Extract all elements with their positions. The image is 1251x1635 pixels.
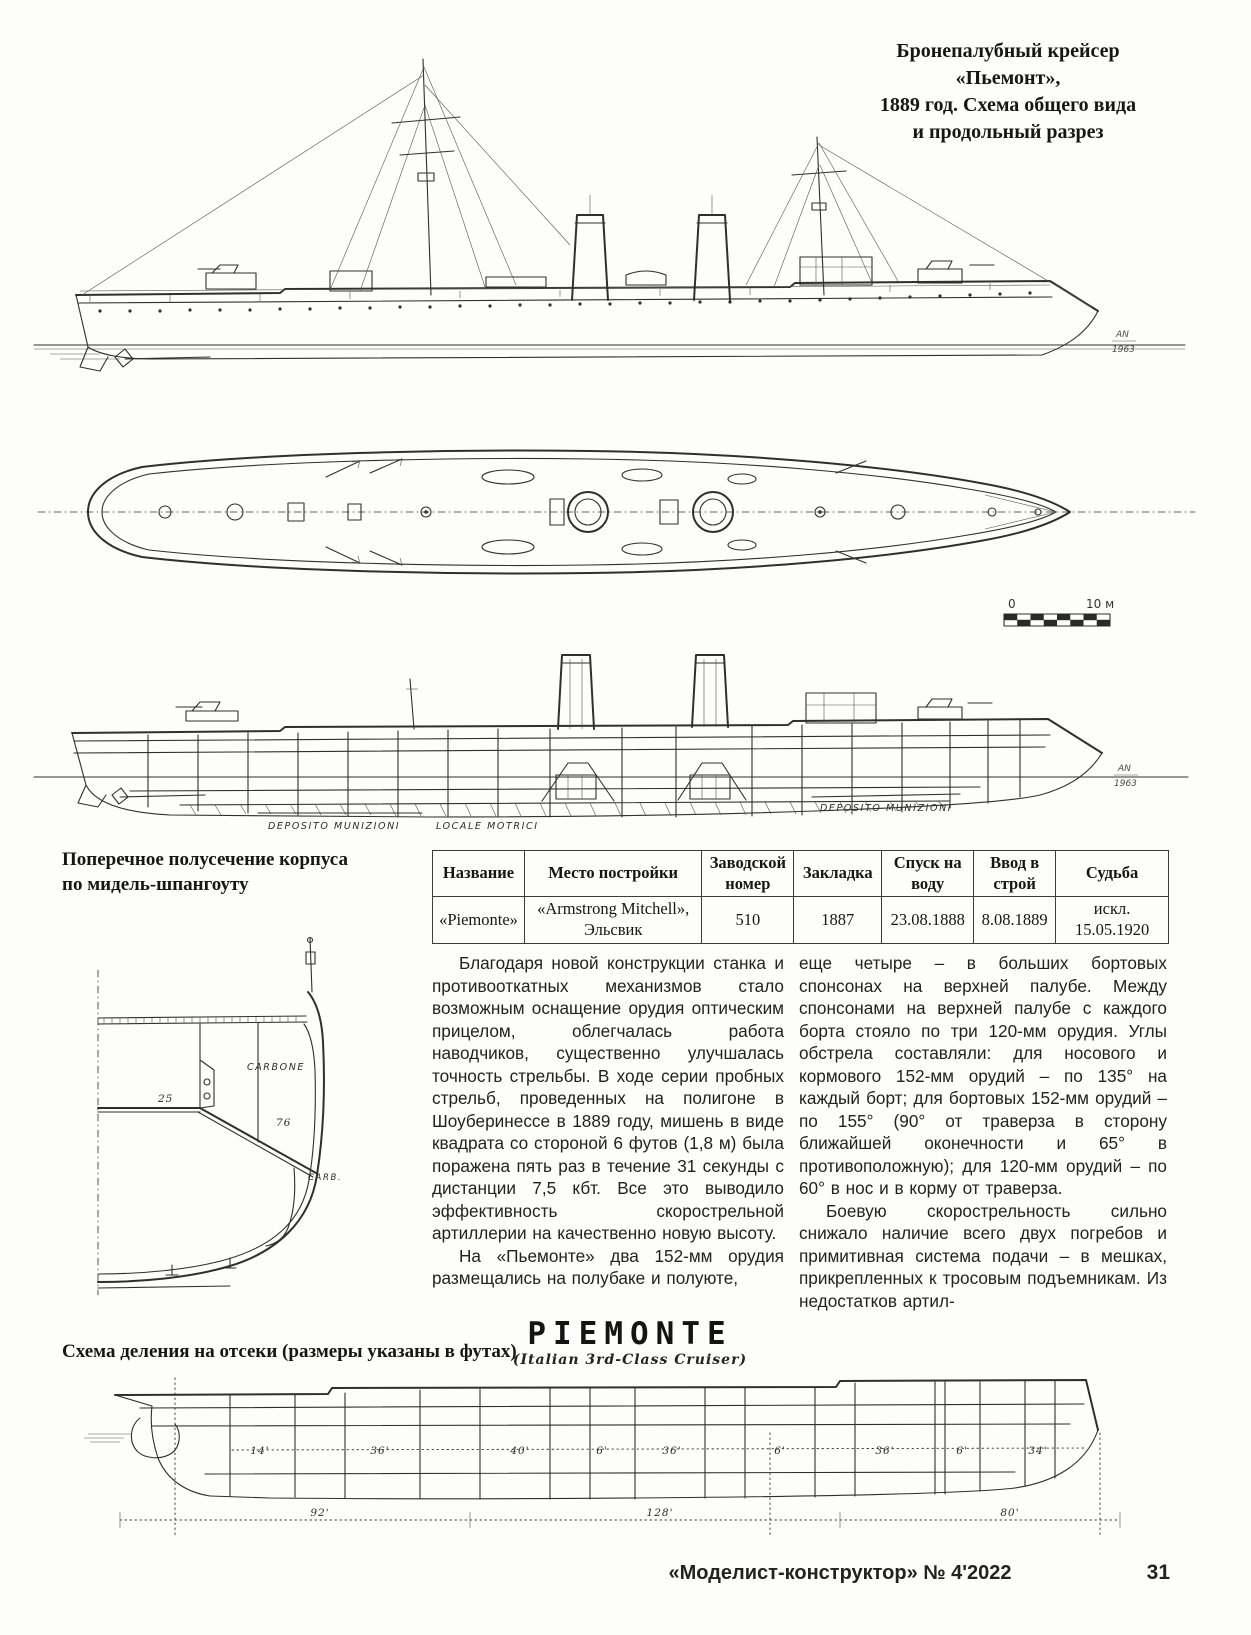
ship-name-title: PIEMONTE [527,1316,733,1352]
dim-80ft: 80' [1000,1507,1020,1519]
longitudinal-section-drawing [30,645,1220,850]
piemonte-title-block [505,1316,755,1368]
section-signature-initials: AN [1118,764,1131,774]
dim-92ft: 92' [310,1507,330,1519]
side-view-drawing [30,45,1220,405]
scale-bar [998,596,1128,638]
dim-128ft: 128' [646,1507,674,1519]
table-row [433,897,1169,943]
compartment-scheme-drawing [80,1378,1140,1553]
table-header-row [433,851,1169,897]
cell-launched: 23.08.1888 [882,897,974,943]
dim-14ft: 14' [250,1445,270,1457]
header-name: Название [433,851,525,897]
dim-6ft-2: 6' [774,1445,786,1457]
thickness-25-label: 25 [158,1093,174,1105]
paragraph-right-2: Боевую скорострельность сильно снижало наличие всего двух погребов и примитивная система подачи – в мешках, прикрепленных к тросовым подъемникам. Из недостатков артил- [799,1200,1167,1311]
header-commissioned: Ввод в строй [974,851,1056,897]
section-signature-year: 1963 [1114,779,1137,789]
dim-6ft-3: 6' [956,1445,968,1457]
header-yard-number: Заводской номер [702,851,794,897]
header-launched: Спуск на воду [882,851,974,897]
footer-journal: «Моделист-конструктор» № 4'2022 [668,1562,1012,1584]
locale-motrici-label: LOCALE MOTRICI [436,821,539,832]
thickness-76-label: 76 [276,1117,292,1129]
ship-spec-table [432,850,1169,944]
header-fate: Судьба [1056,851,1169,897]
artist-signature-initials: AN [1116,330,1129,340]
header-builder: Место постройки [524,851,701,897]
cross-section-caption-line1: Поперечное полусечение корпуса [62,849,348,870]
title-line-1: Бронепалубный крейсер «Пьемонт», [896,40,1120,89]
title-line-2: 1889 год. Схема общего вида [879,94,1137,116]
cross-section-drawing [80,930,360,1305]
deposito-munizioni-fwd-label: DEPOSITO MUNIZIONI [268,821,401,832]
carb-label: CARB. [308,1173,343,1183]
dim-40ft: 40' [510,1445,530,1457]
deposito-munizioni-aft-label: DEPOSITO MUNIZIONI [820,803,953,814]
cell-commissioned: 8.08.1889 [974,897,1056,943]
dim-36ft-3: 36' [875,1445,895,1457]
dim-36ft-1: 36' [370,1445,390,1457]
scale-zero-label: 0 [1008,597,1016,611]
compartments-caption: Схема деления на отсеки (размеры указаны в футах) [62,1341,517,1362]
paragraph-left-2: На «Пьемонте» два 152-мм орудия размещались на полубаке и полуюте, [432,1245,784,1289]
dim-34ft: 34' [1028,1445,1048,1457]
cross-section-caption-line2: по мидель-шпангоуту [62,873,249,895]
cell-name: «Piemonte» [433,897,525,943]
scale-ten-label: 10 м [1086,597,1115,611]
cell-yard-number: 510 [702,897,794,943]
article-column-left [432,952,784,1290]
carbone-label: CARBONE [246,1062,306,1073]
cross-section-caption [62,848,432,897]
title-line-3: и продольный разрез [912,121,1104,143]
article-column-right [799,952,1167,1313]
artist-signature-year: 1963 [1112,345,1135,355]
cell-builder: «Armstrong Mitchell», Эльсвик [524,897,701,943]
paragraph-right-1: еще четыре – в больших бортовых спонсонах на верхней палубе. Между спонсонами на верхней палубе с каждого борта стояло по три 120-мм орудия. Углы обстрела составляли: для носового и кормового 152-мм орудий – по 135° на каждый борт; для бортовых 152-мм орудий – по 155° (90° от траверза в сторону ближайшей оконечности и 65° в противоположную); для 120-мм орудий – по 60° в нос и в корму от траверза. [799,953,1167,1199]
plan-view-drawing [30,415,1220,615]
ship-subtitle: (Italian 3rd-Class Cruiser) [512,1352,748,1368]
dim-36ft-2: 36' [662,1445,682,1457]
footer-page-number: 31 [1146,1561,1170,1584]
cell-laid-down: 1887 [794,897,882,943]
dim-6ft-1: 6' [596,1445,608,1457]
paragraph-left-1: Благодаря новой конструкции станка и противооткатных механизмов стало возможным оснащение орудия оптическим прицелом, облегчалась работа наводчиков, существенно улучшалась точность стрельбы. В ходе серии пробных стрельб, проведенных на полигоне в Шоуберинессе в 1889 году, мишень в виде квадрата со стороной 6 футов (1,8 м) была поражена пять раз в течение 31 секунды с дистанции 7,5 кбт. Все это выводило эффективность скорострельной артиллерии на качественно новую высоту. [432,953,784,1244]
cell-fate: искл. 15.05.1920 [1056,897,1169,943]
header-laid-down: Закладка [794,851,882,897]
